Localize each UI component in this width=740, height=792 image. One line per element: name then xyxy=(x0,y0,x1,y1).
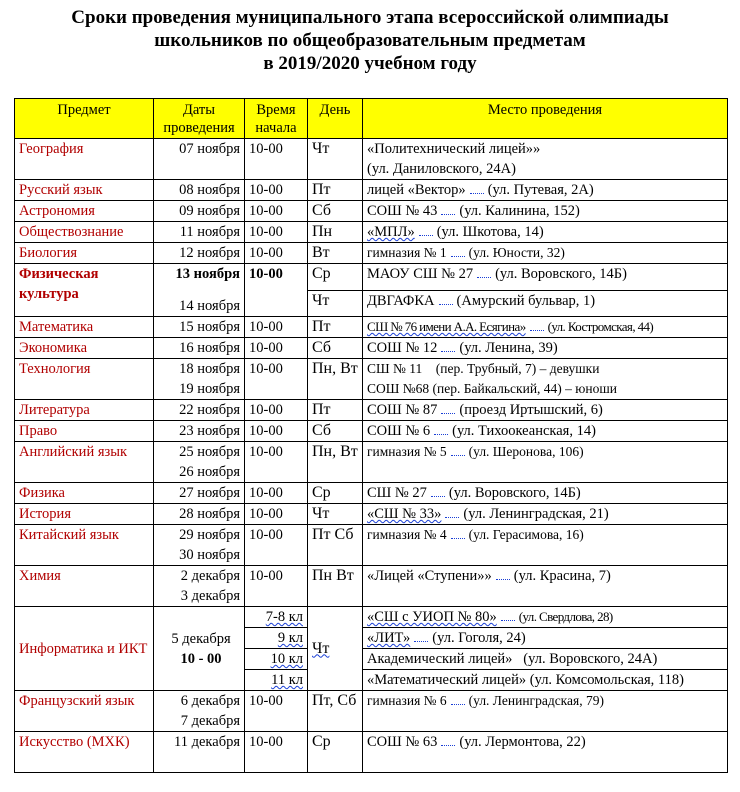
day-cell: Пт xyxy=(308,180,363,201)
time-cell: 10-00 xyxy=(245,243,308,264)
grade-label: 9 кл xyxy=(277,630,303,646)
place-cell xyxy=(363,442,728,483)
table-row xyxy=(15,264,728,291)
date-cell: 23 ноября xyxy=(154,421,245,442)
time-cell: 10-00 xyxy=(245,442,308,483)
subject-cell: Право xyxy=(15,421,154,442)
place-name: гимназия № 5 xyxy=(367,444,447,459)
time-cell: 10-00 xyxy=(245,525,308,566)
place-address: (проезд Иртышский, 6) xyxy=(459,402,603,418)
table-row xyxy=(15,691,728,732)
place-name: «Политехнический лицей»» xyxy=(367,141,541,157)
table-row xyxy=(15,180,728,201)
date-1: 6 декабря xyxy=(180,693,240,709)
date-cell: 15 ноября xyxy=(154,317,245,338)
place-name: СОШ № 87 xyxy=(367,402,438,418)
place-line-1 xyxy=(367,359,723,379)
place-address: (ул. Шкотова, 14) xyxy=(436,224,544,240)
day-cell: Чт xyxy=(308,290,363,317)
place-address: (ул. Свердлова, 28) xyxy=(518,609,613,624)
place-cell xyxy=(363,359,728,400)
place-cell xyxy=(363,566,728,607)
table-row xyxy=(15,566,728,607)
subject-cell: Экономика xyxy=(15,338,154,359)
date-cell xyxy=(154,566,245,607)
place-name: СОШ № 43 xyxy=(367,203,438,219)
place-name: лицей «Вектор» xyxy=(367,182,466,198)
grade-cell xyxy=(245,628,308,649)
subject-cell: Русский язык xyxy=(15,180,154,201)
place-cell xyxy=(363,317,728,338)
date-cell: 08 ноября xyxy=(154,180,245,201)
day-cell: Пн, Вт xyxy=(308,442,363,483)
day-cell: Пт, Сб xyxy=(308,691,363,732)
day-cell: Вт xyxy=(308,243,363,264)
subject-cell: Литература xyxy=(15,400,154,421)
time-cell: 10-00 xyxy=(245,317,308,338)
place-cell xyxy=(363,243,728,264)
date-cell: 22 ноября xyxy=(154,400,245,421)
time-cell: 10-00 xyxy=(245,421,308,442)
grade-label: 10 кл xyxy=(270,651,303,667)
place-cell xyxy=(363,670,728,691)
place-name: гимназия № 6 xyxy=(367,693,447,708)
header-time: Время начала xyxy=(245,99,308,139)
place-address: (Амурский бульвар, 1) xyxy=(456,292,596,309)
subject-cell: Математика xyxy=(15,317,154,338)
time-cell: 10-00 xyxy=(245,691,308,732)
page-title xyxy=(0,6,740,75)
date-2: 30 ноября xyxy=(179,547,240,563)
place-name: СОШ № 63 xyxy=(367,734,438,750)
place-name: МАОУ СШ № 27 xyxy=(367,266,474,282)
day-cell: Пн Вт xyxy=(308,566,363,607)
place-address: (ул. Даниловского, 24А) xyxy=(367,161,516,177)
table-row xyxy=(15,421,728,442)
date-cell xyxy=(154,607,245,691)
subject-cell: Физическая культура xyxy=(15,264,154,317)
header-day: День xyxy=(308,99,363,139)
date-cell: 09 ноября xyxy=(154,201,245,222)
date-1: 29 ноября xyxy=(179,527,240,543)
table-row xyxy=(15,442,728,483)
place-address: (ул. Юности, 32) xyxy=(468,245,565,260)
place-address: (ул. Ленина, 39) xyxy=(459,340,558,356)
place-name: СШ № 27 xyxy=(367,485,427,501)
table-row xyxy=(15,483,728,504)
table-row xyxy=(15,732,728,773)
time-cell: 10-00 xyxy=(245,180,308,201)
place-cell xyxy=(363,691,728,732)
place-address: (ул. Гоголя, 24) xyxy=(432,630,526,646)
day-cell: Чт xyxy=(308,504,363,525)
date-cell xyxy=(154,264,245,317)
place-name: СОШ № 6 xyxy=(367,423,431,439)
grade-cell xyxy=(245,649,308,670)
table-row xyxy=(15,317,728,338)
day-cell: Сб xyxy=(308,338,363,359)
table-row xyxy=(15,338,728,359)
date-cell: 11 ноября xyxy=(154,222,245,243)
date-cell xyxy=(154,442,245,483)
date-cell: 16 ноября xyxy=(154,338,245,359)
table-row xyxy=(15,222,728,243)
place-name: СШ № 76 имени А.А. Есягина» xyxy=(367,319,526,334)
place-address: (пер. Трубный, 7) – девушки xyxy=(435,361,600,376)
place-name: «СШ с УИОП № 80» xyxy=(367,609,497,625)
place-name: «Лицей «Ступени»» xyxy=(367,568,492,584)
time-cell: 10-00 xyxy=(245,400,308,421)
date-1: 25 ноября xyxy=(179,444,240,460)
place-name: СШ № 11 xyxy=(367,361,423,376)
place-cell xyxy=(363,139,728,180)
subject-cell: Технология xyxy=(15,359,154,400)
day-label: Чт xyxy=(312,639,330,657)
time-cell: 10-00 xyxy=(245,359,308,400)
day-cell: Пт xyxy=(308,400,363,421)
header-row xyxy=(15,99,728,139)
grade-cell xyxy=(245,607,308,628)
date-2: 3 декабря xyxy=(180,588,240,604)
subject-cell: История xyxy=(15,504,154,525)
table-row xyxy=(15,359,728,400)
place-name: гимназия № 1 xyxy=(367,245,447,260)
place-name: СОШ №68 xyxy=(367,381,430,396)
date-2: 19 ноября xyxy=(179,381,240,397)
grade-cell xyxy=(245,670,308,691)
place-name: «СШ № 33» xyxy=(367,506,442,522)
place-address: (ул. Комсомольская, 118) xyxy=(529,672,684,688)
day-cell: Ср xyxy=(308,732,363,773)
table-row xyxy=(15,607,728,628)
place-address: (ул. Костромская, 44) xyxy=(547,319,654,334)
date-1: 13 ноября xyxy=(175,266,240,282)
date-cell: 28 ноября xyxy=(154,504,245,525)
place-address: (ул. Калинина, 152) xyxy=(459,203,580,219)
place-cell xyxy=(363,421,728,442)
subject-cell: Астрономия xyxy=(15,201,154,222)
table-row xyxy=(15,201,728,222)
table-row xyxy=(15,525,728,566)
place-cell xyxy=(363,180,728,201)
place-cell xyxy=(363,607,728,628)
time-cell: 10-00 xyxy=(245,732,308,773)
place-address: (ул. Ленинградская, 21) xyxy=(463,506,609,522)
place-address: (ул. Шеронова, 106) xyxy=(468,444,584,459)
date-2: 7 декабря xyxy=(180,713,240,729)
date-2: 26 ноября xyxy=(179,464,240,480)
header-dates: Даты проведения xyxy=(154,99,245,139)
place-cell xyxy=(363,483,728,504)
time-cell: 10-00 xyxy=(245,504,308,525)
time-cell: 10-00 xyxy=(245,222,308,243)
place-cell xyxy=(363,290,728,317)
day-cell: Пн, Вт xyxy=(308,359,363,400)
day-cell: Ср xyxy=(308,264,363,291)
schedule-table xyxy=(14,98,728,773)
place-address: (ул. Красина, 7) xyxy=(513,568,611,584)
place-address: (ул. Воровского, 24А) xyxy=(523,651,658,667)
place-cell xyxy=(363,525,728,566)
place-name: Академический лицей» xyxy=(367,651,513,667)
day-cell: Сб xyxy=(308,421,363,442)
date-cell xyxy=(154,359,245,400)
title-line-2: школьников по общеобразовательным предметам xyxy=(154,30,586,51)
day-cell: Сб xyxy=(308,201,363,222)
date-cell: 12 ноября xyxy=(154,243,245,264)
time-cell: 10-00 xyxy=(245,264,308,317)
place-cell xyxy=(363,222,728,243)
subject-cell: Физика xyxy=(15,483,154,504)
date-1: 18 ноября xyxy=(179,361,240,377)
date-1: 2 декабря xyxy=(180,568,240,584)
subject-cell: Французский язык xyxy=(15,691,154,732)
day-cell: Пн xyxy=(308,222,363,243)
subject-cell: Искусство (МХК) xyxy=(15,732,154,773)
table-row xyxy=(15,504,728,525)
date-cell: 11 декабря xyxy=(154,732,245,773)
subject-cell: Обществознание xyxy=(15,222,154,243)
date-cell: 07 ноября xyxy=(154,139,245,180)
day-cell xyxy=(308,607,363,691)
date-cell xyxy=(154,525,245,566)
place-address: (ул. Воровского, 14Б) xyxy=(495,266,627,282)
date-2: 14 ноября xyxy=(179,298,240,314)
grade-label: 11 кл xyxy=(271,672,303,688)
place-name: «ЛИТ» xyxy=(367,630,411,646)
place-cell xyxy=(363,649,728,670)
place-address: (ул. Тихоокеанская, 14) xyxy=(452,423,596,439)
place-cell xyxy=(363,732,728,773)
day-cell: Ср xyxy=(308,483,363,504)
place-name: «МПЛ» xyxy=(367,224,415,240)
table-row xyxy=(15,139,728,180)
subject-cell: Биология xyxy=(15,243,154,264)
day-cell: Чт xyxy=(308,139,363,180)
place-address: (ул. Путевая, 2А) xyxy=(487,182,594,198)
place-name: ДВГАФКА xyxy=(367,292,435,309)
place-address: (ул. Воровского, 14Б) xyxy=(448,485,581,501)
subject-cell: Информатика и ИКТ xyxy=(15,607,154,691)
date-cell xyxy=(154,691,245,732)
place-address: (ул. Лермонтова, 22) xyxy=(459,734,586,750)
table-row xyxy=(15,400,728,421)
place-cell xyxy=(363,504,728,525)
time-cell: 10-00 xyxy=(245,201,308,222)
place-address: (пер. Байкальский, 44) – юноши xyxy=(432,381,617,396)
place-address: (ул. Ленинградская, 79) xyxy=(468,693,604,708)
place-name: гимназия № 4 xyxy=(367,527,447,542)
day-cell: Пт Сб xyxy=(308,525,363,566)
place-cell xyxy=(363,400,728,421)
time-cell: 10-00 xyxy=(245,139,308,180)
date-cell: 27 ноября xyxy=(154,483,245,504)
subject-cell: Китайский язык xyxy=(15,525,154,566)
time-cell: 10-00 xyxy=(245,338,308,359)
time-cell: 10-00 xyxy=(245,566,308,607)
table-row xyxy=(15,243,728,264)
day-cell: Пт xyxy=(308,317,363,338)
place-cell xyxy=(363,338,728,359)
place-name: «Математический лицей» xyxy=(367,672,527,688)
subject-cell: География xyxy=(15,139,154,180)
time-inline: 10 - 00 xyxy=(180,650,222,667)
subject-cell: Английский язык xyxy=(15,442,154,483)
date-1: 5 декабря xyxy=(171,630,231,647)
header-subject: Предмет xyxy=(15,99,154,139)
header-place: Место проведения xyxy=(363,99,728,139)
place-line-2 xyxy=(367,379,723,399)
title-line-1: Сроки проведения муниципального этапа всероссийской олимпиады xyxy=(71,7,669,28)
place-name: СОШ № 12 xyxy=(367,340,438,356)
title-line-3: в 2019/2020 учебном году xyxy=(263,53,477,74)
place-cell xyxy=(363,628,728,649)
place-address: (ул. Герасимова, 16) xyxy=(468,527,584,542)
place-cell xyxy=(363,264,728,291)
grade-label: 7-8 кл xyxy=(265,609,303,625)
place-cell xyxy=(363,201,728,222)
time-cell: 10-00 xyxy=(245,483,308,504)
subject-cell: Химия xyxy=(15,566,154,607)
